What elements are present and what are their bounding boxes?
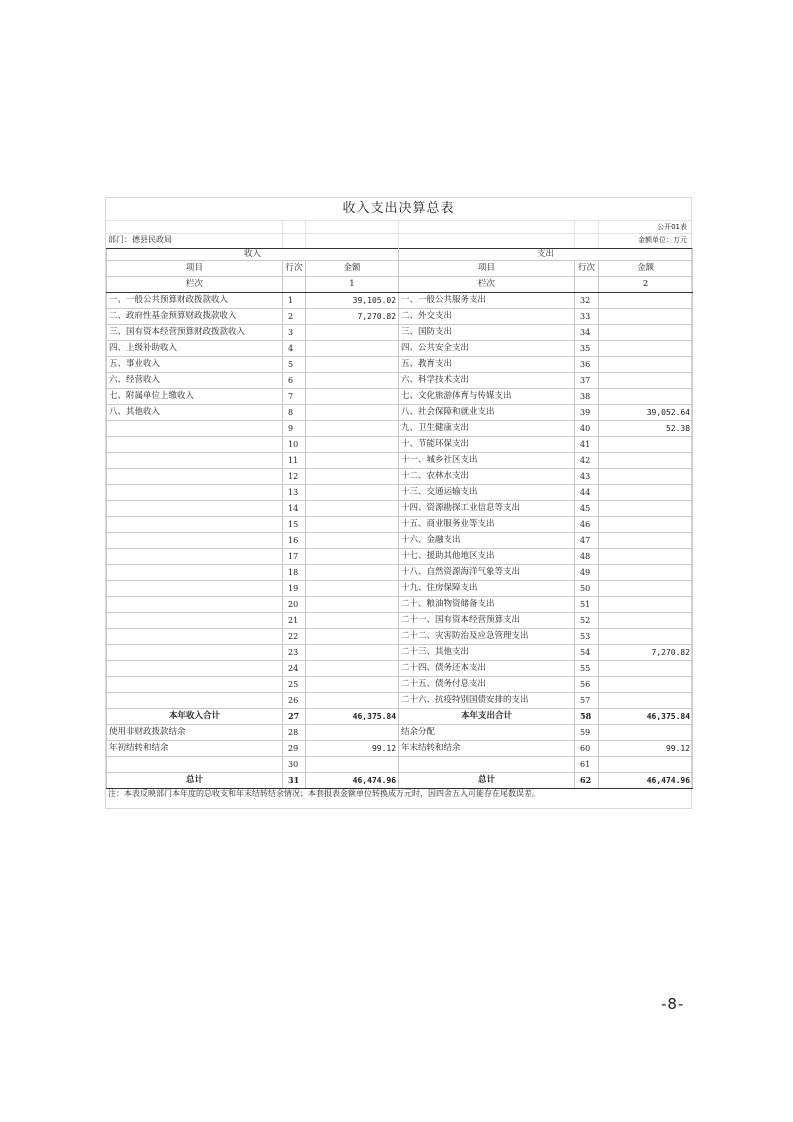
income-item-cell [107, 421, 283, 437]
expense-item-cell: 二、外交支出 [399, 309, 575, 325]
column-header-row [107, 261, 693, 277]
subtotal-row [107, 709, 693, 725]
income-item-cell [107, 757, 283, 773]
expense-row-number: 47 [575, 533, 599, 549]
expense-amount-cell [599, 309, 693, 325]
income-amount-cell [306, 549, 399, 565]
expense-item-cell [399, 757, 575, 773]
income-amount-cell [306, 389, 399, 405]
expense-amount-cell [599, 613, 693, 629]
expense-item-cell: 二十四、债务还本支出 [399, 661, 575, 677]
expense-amount-cell [599, 565, 693, 581]
expense-column-label: 栏次 [399, 277, 575, 293]
department-label: 部门：德县民政局 [108, 235, 172, 244]
income-row-number: 26 [283, 693, 306, 709]
expense-amount-cell [599, 469, 693, 485]
table-row [107, 613, 693, 629]
unit-label: 金额单位：万元 [638, 236, 687, 244]
table-row [107, 373, 693, 389]
income-amount-cell [306, 341, 399, 357]
income-item-cell: 总计 [107, 773, 283, 789]
expense-amount-cell [599, 357, 693, 373]
expense-row-number: 32 [575, 293, 599, 309]
expense-column-blank [575, 277, 599, 293]
income-amount-cell [306, 517, 399, 533]
income-amount-cell [306, 325, 399, 341]
income-column-index: 1 [306, 277, 399, 293]
expense-item-cell: 七、文化旅游体育与传媒支出 [399, 389, 575, 405]
income-amount-cell [306, 437, 399, 453]
income-amount-cell [306, 645, 399, 661]
expense-row-number: 34 [575, 325, 599, 341]
income-row-no-header: 行次 [283, 261, 306, 277]
income-item-cell: 本年收入合计 [107, 709, 283, 725]
income-row-number: 25 [283, 677, 306, 693]
table-row [107, 661, 693, 677]
income-row-number: 4 [283, 341, 306, 357]
income-amount-cell [306, 597, 399, 613]
income-row-number: 1 [283, 293, 306, 309]
footnote: 注：本表反映部门本年度的总收支和年末结转结余情况；本套报表金额单位转换成万元时，因四舍五入可能存在尾数误差。 [108, 789, 540, 798]
expense-item-header: 项目 [399, 261, 575, 277]
table-row [107, 389, 693, 405]
income-amount-cell: 46,375.84 [306, 709, 399, 725]
table-row [107, 309, 693, 325]
expense-amount-cell [599, 453, 693, 469]
income-item-cell: 五、事业收入 [107, 357, 283, 373]
expense-row-number: 38 [575, 389, 599, 405]
expense-amount-cell [599, 549, 693, 565]
expense-amount-cell: 99.12 [599, 741, 693, 757]
income-item-cell [107, 549, 283, 565]
expense-section-header: 支出 [399, 249, 693, 261]
expense-row-number: 62 [575, 773, 599, 789]
income-item-cell [107, 501, 283, 517]
income-item-cell: 一、一般公共预算财政拨款收入 [107, 293, 283, 309]
income-column-blank [283, 277, 306, 293]
expense-item-cell: 二十三、其他支出 [399, 645, 575, 661]
expense-row-number: 51 [575, 597, 599, 613]
expense-amount-cell: 46,474.96 [599, 773, 693, 789]
expense-amount-cell: 52.38 [599, 421, 693, 437]
table-row [107, 581, 693, 597]
income-row-number: 19 [283, 581, 306, 597]
expense-item-cell: 十二、农林水支出 [399, 469, 575, 485]
income-amount-cell [306, 661, 399, 677]
income-amount-cell [306, 453, 399, 469]
income-amount-header: 金额 [306, 261, 399, 277]
expense-amount-cell [599, 757, 693, 773]
expense-amount-cell [599, 485, 693, 501]
table-row [107, 517, 693, 533]
income-row-number: 10 [283, 437, 306, 453]
expense-row-number: 59 [575, 725, 599, 741]
column-index-row [107, 277, 693, 293]
table-row [107, 325, 693, 341]
report-title: 收入支出决算总表 [342, 201, 455, 216]
income-row-number: 29 [283, 741, 306, 757]
income-amount-cell: 7,270.82 [306, 309, 399, 325]
income-section-header: 收入 [107, 249, 399, 261]
expense-amount-cell [599, 501, 693, 517]
income-item-cell: 年初结转和结余 [107, 741, 283, 757]
section-header-row [107, 249, 693, 261]
expense-amount-header: 金额 [599, 261, 693, 277]
expense-item-cell: 结余分配 [399, 725, 575, 741]
income-item-cell: 二、政府性基金预算财政拨款收入 [107, 309, 283, 325]
income-amount-cell [306, 581, 399, 597]
expense-row-number: 53 [575, 629, 599, 645]
income-amount-cell [306, 357, 399, 373]
expense-row-number: 41 [575, 437, 599, 453]
income-row-number: 8 [283, 405, 306, 421]
expense-item-cell: 十五、商业服务业等支出 [399, 517, 575, 533]
income-amount-cell [306, 757, 399, 773]
table-row [107, 549, 693, 565]
income-amount-cell [306, 501, 399, 517]
income-row-number: 28 [283, 725, 306, 741]
expense-item-cell: 十八、自然资源海洋气象等支出 [399, 565, 575, 581]
income-expense-table [106, 248, 693, 789]
table-row [107, 421, 693, 437]
expense-item-cell: 总计 [399, 773, 575, 789]
expense-column-index: 2 [599, 277, 693, 293]
form-code: 公开01表 [657, 223, 687, 231]
income-item-cell: 八、其他收入 [107, 405, 283, 421]
expense-amount-cell [599, 725, 693, 741]
income-item-cell [107, 693, 283, 709]
table-row [107, 341, 693, 357]
income-item-cell: 七、附属单位上缴收入 [107, 389, 283, 405]
income-row-number: 6 [283, 373, 306, 389]
income-amount-cell: 99.12 [306, 741, 399, 757]
income-row-number: 17 [283, 549, 306, 565]
expense-item-cell: 本年支出合计 [399, 709, 575, 725]
income-item-cell [107, 613, 283, 629]
income-amount-cell [306, 693, 399, 709]
expense-item-cell: 十七、援助其他地区支出 [399, 549, 575, 565]
income-amount-cell [306, 565, 399, 581]
expense-amount-cell [599, 373, 693, 389]
income-row-number: 20 [283, 597, 306, 613]
expense-amount-cell [599, 533, 693, 549]
income-item-cell: 六、经营收入 [107, 373, 283, 389]
grand-total-row [107, 773, 693, 789]
table-row [107, 645, 693, 661]
income-item-cell [107, 453, 283, 469]
income-row-number: 21 [283, 613, 306, 629]
expense-row-number: 43 [575, 469, 599, 485]
income-amount-cell [306, 421, 399, 437]
expense-amount-cell [599, 629, 693, 645]
table-row [107, 405, 693, 421]
expense-item-cell: 十四、资源勘探工业信息等支出 [399, 501, 575, 517]
income-row-number: 7 [283, 389, 306, 405]
table-row [107, 469, 693, 485]
income-column-label: 栏次 [107, 277, 283, 293]
report-sheet [105, 197, 692, 809]
table-row [107, 501, 693, 517]
income-item-cell [107, 533, 283, 549]
expense-row-number: 40 [575, 421, 599, 437]
table-row [107, 437, 693, 453]
expense-amount-cell [599, 293, 693, 309]
expense-amount-cell [599, 437, 693, 453]
expense-item-cell: 二十五、债务付息支出 [399, 677, 575, 693]
expense-item-cell: 十九、住房保障支出 [399, 581, 575, 597]
expense-amount-cell [599, 677, 693, 693]
income-item-cell [107, 437, 283, 453]
income-row-number: 15 [283, 517, 306, 533]
income-item-cell [107, 661, 283, 677]
income-amount-cell [306, 373, 399, 389]
income-row-number: 16 [283, 533, 306, 549]
expense-row-number: 58 [575, 709, 599, 725]
income-row-number: 18 [283, 565, 306, 581]
expense-row-number: 60 [575, 741, 599, 757]
expense-item-cell: 二十一、国有资本经营预算支出 [399, 613, 575, 629]
income-row-number: 13 [283, 485, 306, 501]
table-row [107, 725, 693, 741]
income-row-number: 14 [283, 501, 306, 517]
expense-item-cell: 十、节能环保支出 [399, 437, 575, 453]
expense-row-number: 49 [575, 565, 599, 581]
expense-amount-cell [599, 389, 693, 405]
table-row [107, 757, 693, 773]
expense-item-cell: 年末结转和结余 [399, 741, 575, 757]
expense-row-number: 46 [575, 517, 599, 533]
table-row [107, 357, 693, 373]
income-item-cell [107, 517, 283, 533]
expense-row-no-header: 行次 [575, 261, 599, 277]
expense-row-number: 33 [575, 309, 599, 325]
income-row-number: 23 [283, 645, 306, 661]
table-row [107, 693, 693, 709]
income-row-number: 12 [283, 469, 306, 485]
expense-row-number: 35 [575, 341, 599, 357]
income-row-number: 3 [283, 325, 306, 341]
income-row-number: 2 [283, 309, 306, 325]
table-row [107, 293, 693, 309]
expense-amount-cell [599, 693, 693, 709]
expense-row-number: 44 [575, 485, 599, 501]
income-amount-cell: 46,474.96 [306, 773, 399, 789]
expense-row-number: 42 [575, 453, 599, 469]
expense-item-cell: 十六、金融支出 [399, 533, 575, 549]
expense-amount-cell [599, 661, 693, 677]
expense-item-cell: 八、社会保障和就业支出 [399, 405, 575, 421]
income-amount-cell [306, 469, 399, 485]
expense-row-number: 56 [575, 677, 599, 693]
income-row-number: 27 [283, 709, 306, 725]
expense-row-number: 39 [575, 405, 599, 421]
income-row-number: 31 [283, 773, 306, 789]
expense-row-number: 55 [575, 661, 599, 677]
income-row-number: 11 [283, 453, 306, 469]
income-item-cell [107, 645, 283, 661]
income-item-cell: 使用非财政拨款结余 [107, 725, 283, 741]
expense-row-number: 54 [575, 645, 599, 661]
expense-row-number: 61 [575, 757, 599, 773]
table-row [107, 677, 693, 693]
expense-item-cell: 一、一般公共服务支出 [399, 293, 575, 309]
income-amount-cell: 39,105.02 [306, 293, 399, 309]
expense-item-cell: 四、公共安全支出 [399, 341, 575, 357]
income-row-number: 30 [283, 757, 306, 773]
table-row [107, 533, 693, 549]
table-row [107, 597, 693, 613]
expense-item-cell: 九、卫生健康支出 [399, 421, 575, 437]
income-item-cell [107, 677, 283, 693]
income-row-number: 5 [283, 357, 306, 373]
income-item-cell [107, 581, 283, 597]
expense-item-cell: 三、国防支出 [399, 325, 575, 341]
table-row [107, 629, 693, 645]
expense-row-number: 45 [575, 501, 599, 517]
table-row [107, 485, 693, 501]
expense-item-cell: 五、教育支出 [399, 357, 575, 373]
expense-item-cell: 六、科学技术支出 [399, 373, 575, 389]
income-amount-cell [306, 405, 399, 421]
expense-row-number: 48 [575, 549, 599, 565]
expense-amount-cell [599, 581, 693, 597]
expense-amount-cell: 46,375.84 [599, 709, 693, 725]
table-row [107, 453, 693, 469]
income-amount-cell [306, 725, 399, 741]
income-item-cell: 四、上级补助收入 [107, 341, 283, 357]
expense-amount-cell [599, 517, 693, 533]
income-item-header: 项目 [107, 261, 283, 277]
expense-item-cell: 二十、粮油物资储备支出 [399, 597, 575, 613]
income-item-cell [107, 565, 283, 581]
income-amount-cell [306, 485, 399, 501]
expense-amount-cell [599, 341, 693, 357]
expense-amount-cell: 7,270.82 [599, 645, 693, 661]
expense-item-cell: 十三、交通运输支出 [399, 485, 575, 501]
income-amount-cell [306, 677, 399, 693]
income-item-cell [107, 597, 283, 613]
income-row-number: 22 [283, 629, 306, 645]
income-amount-cell [306, 533, 399, 549]
expense-amount-cell: 39,052.64 [599, 405, 693, 421]
income-row-number: 24 [283, 661, 306, 677]
expense-row-number: 57 [575, 693, 599, 709]
expense-row-number: 50 [575, 581, 599, 597]
income-item-cell [107, 629, 283, 645]
income-item-cell: 三、国有资本经营预算财政拨款收入 [107, 325, 283, 341]
income-amount-cell [306, 629, 399, 645]
expense-item-cell: 二十二、灾害防治及应急管理支出 [399, 629, 575, 645]
table-row [107, 565, 693, 581]
income-amount-cell [306, 613, 399, 629]
page-number: -8- [661, 995, 685, 1013]
income-item-cell [107, 469, 283, 485]
expense-row-number: 52 [575, 613, 599, 629]
expense-row-number: 36 [575, 357, 599, 373]
expense-item-cell: 二十六、抗疫特别国债安排的支出 [399, 693, 575, 709]
table-row [107, 741, 693, 757]
expense-item-cell: 十一、城乡社区支出 [399, 453, 575, 469]
income-item-cell [107, 485, 283, 501]
expense-amount-cell [599, 597, 693, 613]
expense-row-number: 37 [575, 373, 599, 389]
expense-amount-cell [599, 325, 693, 341]
income-row-number: 9 [283, 421, 306, 437]
